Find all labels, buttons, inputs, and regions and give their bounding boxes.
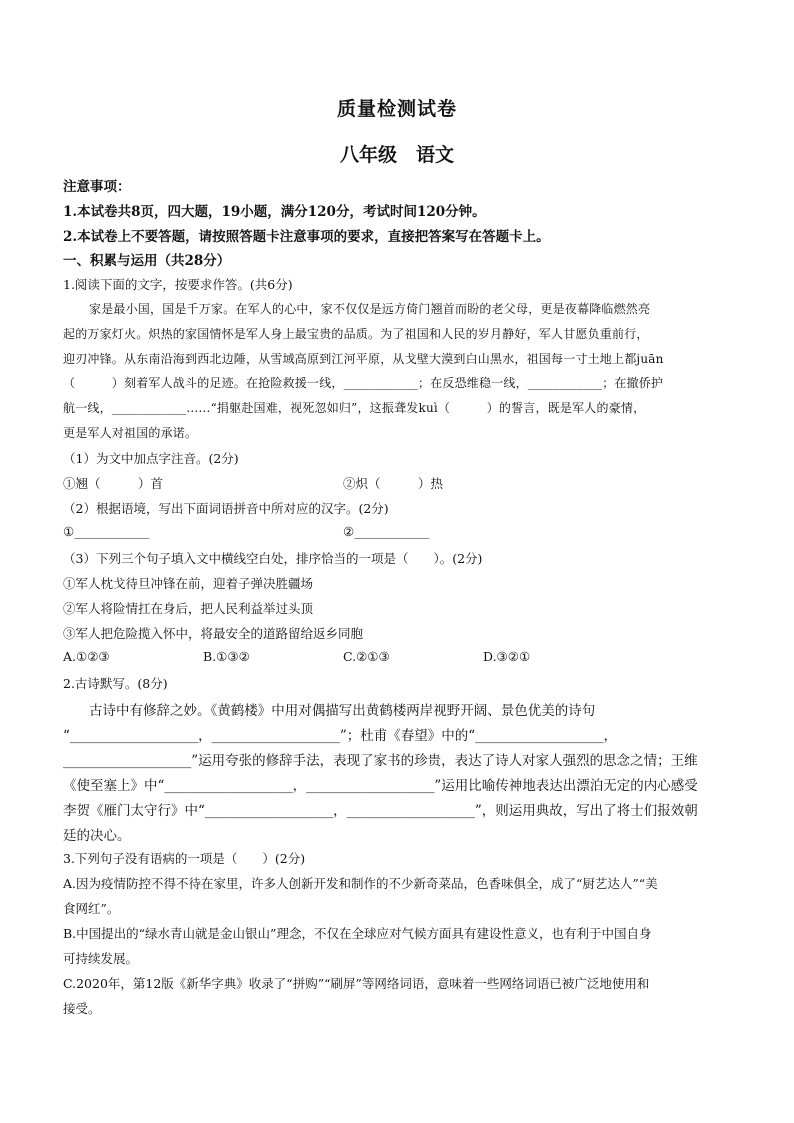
- q1-option-1: ①军人枕戈待旦冲锋在前，迎着子弹决胜疆场: [63, 576, 314, 591]
- q2-line: 廷的决心。: [63, 828, 131, 844]
- q1-passage-line: 迎刃冲锋。从东南沿海到西北边陲，从雪域高原到江河平原，从戈壁大漠到白山黑水，祖国每一寸土地上都juān: [63, 352, 664, 366]
- q3-option-c-cont: 接受。: [63, 1001, 101, 1016]
- q1-sub1: （1）为文中加点字注音。(2分): [63, 451, 239, 466]
- notice-heading: 注意事项：: [63, 179, 131, 195]
- notice-item-1: 1.本试卷共8页，四大题，19小题，满分120分，考试时间120分钟。: [63, 204, 486, 220]
- q1-sub1-a: ①翘（ ）首: [63, 476, 164, 491]
- q2-line: 古诗中有修辞之妙。《黄鹤楼》中用对偶描写出黄鹤楼两岸视野开阔、景色优美的诗句: [89, 703, 596, 719]
- choice-c: C.②①③: [343, 649, 390, 664]
- q2-line: 李贺《雁门太守行》中“___________________，___________________”，则运用典故，写出了将士们报效朝: [63, 803, 698, 819]
- q1-sub2-a: ①____________: [63, 524, 150, 539]
- q1-stem: 1.阅读下面的文字，按要求作答。(共6分): [63, 277, 293, 292]
- q1-passage-line: （ ）刻着军人战斗的足迹。在抢险救援一线，____________；在反恐维稳一线，____________；在撤侨护: [63, 376, 664, 390]
- choice-d: D.③②①: [483, 649, 531, 664]
- q2-line: ___________________”运用夸张的修辞手法，表现了家书的珍贵，表达了诗人对家人强烈的思念之情；王维: [63, 753, 698, 769]
- q1-option-2: ②军人将险情扛在身后，把人民利益举过头顶: [63, 601, 314, 616]
- choice-a: A.①②③: [63, 649, 110, 664]
- q1-passage-line: 起的万家灯火。炽热的家国情怀是军人身上最宝贵的品质。为了祖国和人民的岁月静好，军人甘愿负重前行，: [63, 327, 649, 341]
- q1-sub2-answers: [63, 524, 733, 539]
- page-title: 质量检测试卷: [336, 98, 457, 120]
- q1-passage-line: 家是最小国，国是千万家。在军人的心中，家不仅仅是远方倚门翘首而盼的老父母，更是夜幕降临燃然亮: [89, 302, 651, 316]
- q2-stem: 2.古诗默写。(8分): [63, 676, 168, 691]
- q3-option-b: B.中国提出的“绿水青山就是金山银山”理念，不仅在全球应对气候方面具有建设性意义，也有利于中国自身: [63, 926, 652, 941]
- q1-option-3: ③军人把危险揽入怀中，将最安全的道路留给返乡同胞: [63, 626, 364, 641]
- q3-option-a-cont: 食网红”。: [63, 901, 120, 916]
- q1-sub1-answers: [63, 474, 733, 492]
- q3-option-b-cont: 可持续发展。: [63, 951, 139, 966]
- q1-passage-line: 航一线，____________……“捐躯赴国难，视死忽如归”，这振聋发kuì（ ）的誓言，既是军人的豪情，: [63, 401, 646, 415]
- section-heading-1: 一、积累与运用（共28分）: [63, 253, 231, 269]
- q1-sub2: （2）根据语境，写出下面词语拼音中所对应的汉字。(2分): [63, 501, 389, 516]
- q3-stem: 3.下列句子没有语病的一项是（ ）(2分): [63, 851, 306, 866]
- page-subtitle: 八年级 语文: [339, 144, 454, 166]
- choice-b: B.①③②: [203, 649, 250, 664]
- q2-line: “___________________，___________________”；杜甫《春望》中的“___________________，: [63, 728, 617, 744]
- q3-option-a: A.因为疫情防控不得不待在家里，许多人创新开发和制作的不少新奇菜品，色香味俱全，成了“厨艺达人”“美: [63, 876, 658, 891]
- q1-sub1-b: ②炽（ ）热: [343, 476, 444, 491]
- q1-sub2-b: ②____________: [343, 524, 430, 539]
- notice-item-2: 2.本试卷上不要答题，请按照答题卡注意事项的要求，直接把答案写在答题卡上。: [63, 229, 550, 245]
- q1-passage-line: 更是军人对祖国的承诺。: [63, 426, 198, 440]
- q2-line: 《使至塞上》中“___________________，___________________”运用比喻传神地表达出漂泊无定的内心感受: [63, 778, 698, 794]
- q1-sub3: （3）下列三个句子填入文中横线空白处，排序恰当的一项是（ ）。(2分): [63, 551, 483, 566]
- q1-choices: [63, 649, 733, 664]
- q3-option-c: C.2020年，第12版《新华字典》收录了“拼购”“刷屏”等网络词语，意味着一些网络词语已被广泛地使用和: [63, 976, 650, 991]
